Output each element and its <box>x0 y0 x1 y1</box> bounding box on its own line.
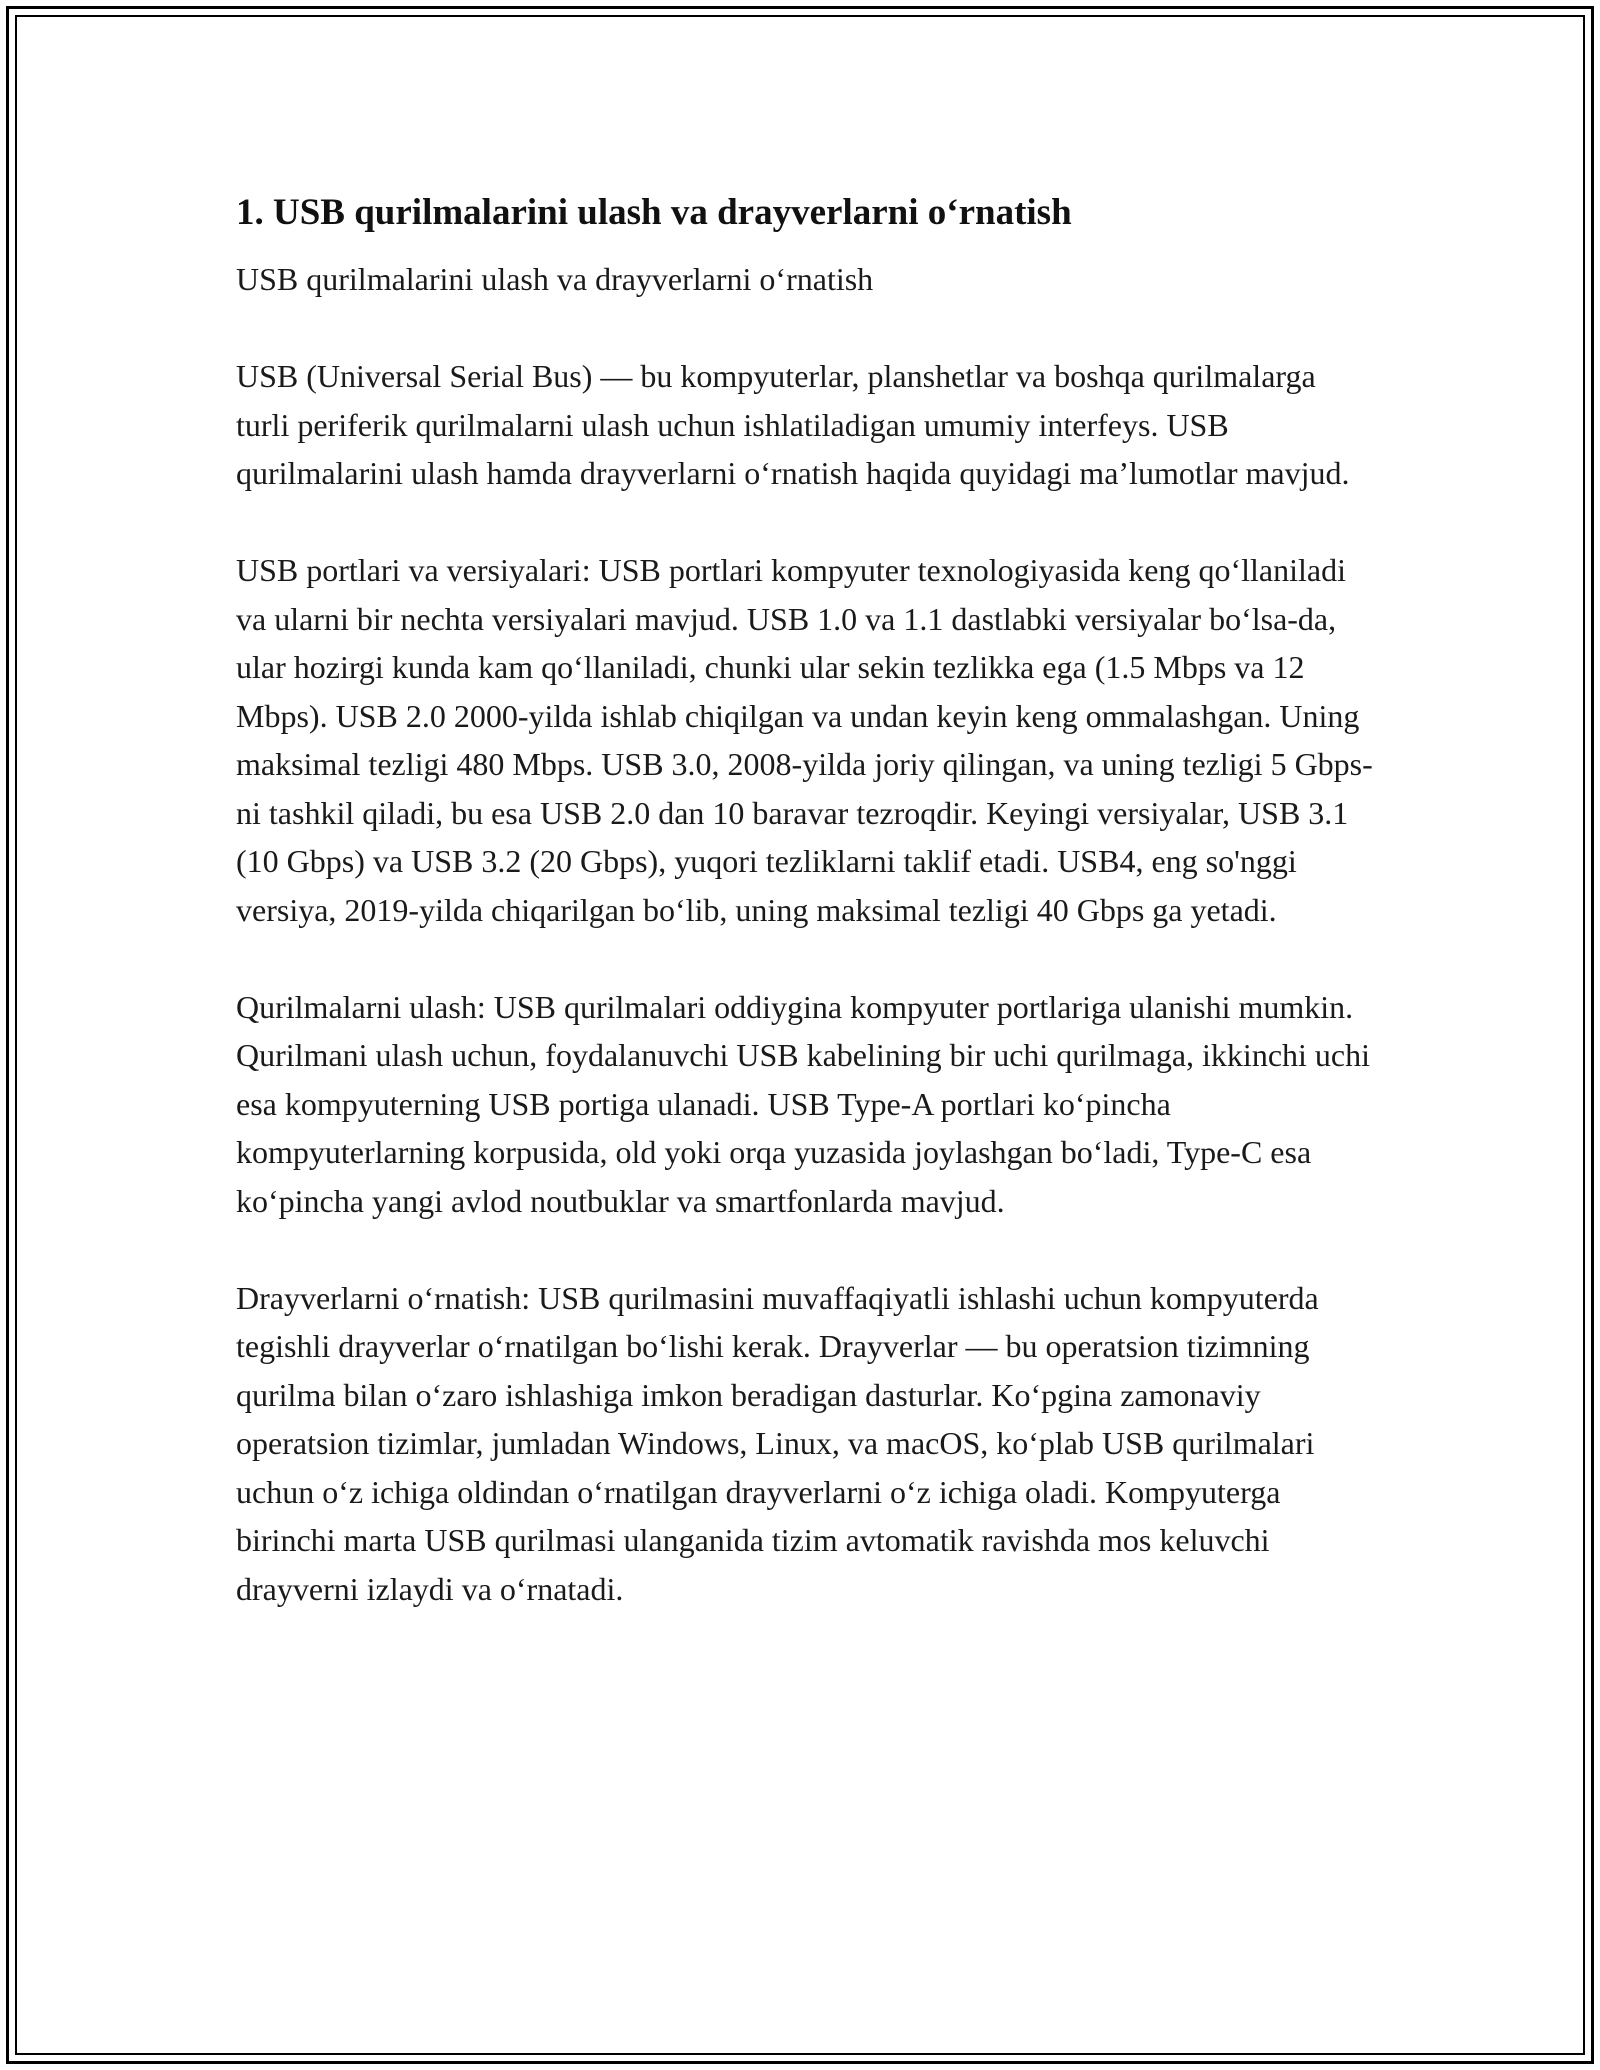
document-body <box>236 185 1376 1613</box>
paragraph-driver-installation: Drayverlarni o‘rnatish: USB qurilmasini muvaffaqiyatli ishlashi uchun kompyuterda tegishli drayverlar o‘rnatilgan bo‘lishi kerak. Drayverlar — bu operatsion tizimning qurilma bilan o‘zaro ishlashiga imkon beradigan dasturlar. Ko‘pgina zamonaviy operatsion tizimlar, jumladan Windows, Linux, va macOS, ko‘plab USB qurilmalari uchun o‘z ichiga oldindan o‘rnatilgan drayverlarni o‘z ichiga oladi. Kompyuterga birinchi marta USB qurilmasi ulanganida tizim avtomatik ravishda mos keluvchi drayverni izlaydi va o‘rnatadi. <box>236 1279 1319 1607</box>
document-subtitle: USB qurilmalarini ulash va drayverlarni o‘rnatish <box>236 261 874 297</box>
paragraph-usb-versions: USB portlari va versiyalari: USB portlari kompyuter texnologiyasida keng qo‘llaniladi va ularni bir nechta versiyalari mavjud. USB 1.0 va 1.1 dastlabki versiyalar bo‘lsa-da, ular hozirgi kunda kam qo‘llaniladi, chunki ular sekin tezlikka ega (1.5 Mbps va 12 Mbps). USB 2.0 2000-yilda ishlab chiqilgan va undan keyin keng ommalashgan. Uning maksimal tezligi 480 Mbps. USB 3.0, 2008-yilda joriy qilingan, va uning tezligi 5 Gbps-ni tashkil qiladi, bu esa USB 2.0 dan 10 baravar tezroqdir. Keyingi versiyalar, USB 3.1 (10 Gbps) va USB 3.2 (20 Gbps), yuqori tezliklarni taklif etadi. USB4, eng so'nggi versiya, 2019-yilda chiqarilgan bo‘lib, uning maksimal tezligi 40 Gbps ga yetadi. <box>236 552 1373 928</box>
document-title: 1. USB qurilmalarini ulash va drayverlarni o‘rnatish <box>236 192 1072 233</box>
paragraph-connecting-devices: Qurilmalarni ulash: USB qurilmalari oddiygina kompyuter portlariga ulanishi mumkin. Qurilmani ulash uchun, foydalanuvchi USB kabelining bir uchi qurilmaga, ikkinchi uchi esa kompyuterning USB portiga ulanadi. USB Type-A portlari ko‘pincha kompyuterlarning korpusida, old yoki orqa yuzasida joylashgan bo‘ladi, Type-C esa ko‘pincha yangi avlod noutbuklar va smartfonlarda mavjud. <box>236 988 1370 1219</box>
paragraph-intro: USB (Universal Serial Bus) — bu kompyuterlar, planshetlar va boshqa qurilmalarga turli periferik qurilmalarni ulash uchun ishlatiladigan umumiy interfeys. USB qurilmalarini ulash hamda drayverlarni o‘rnatish haqida quyidagi ma’lumotlar mavjud. <box>236 358 1350 491</box>
